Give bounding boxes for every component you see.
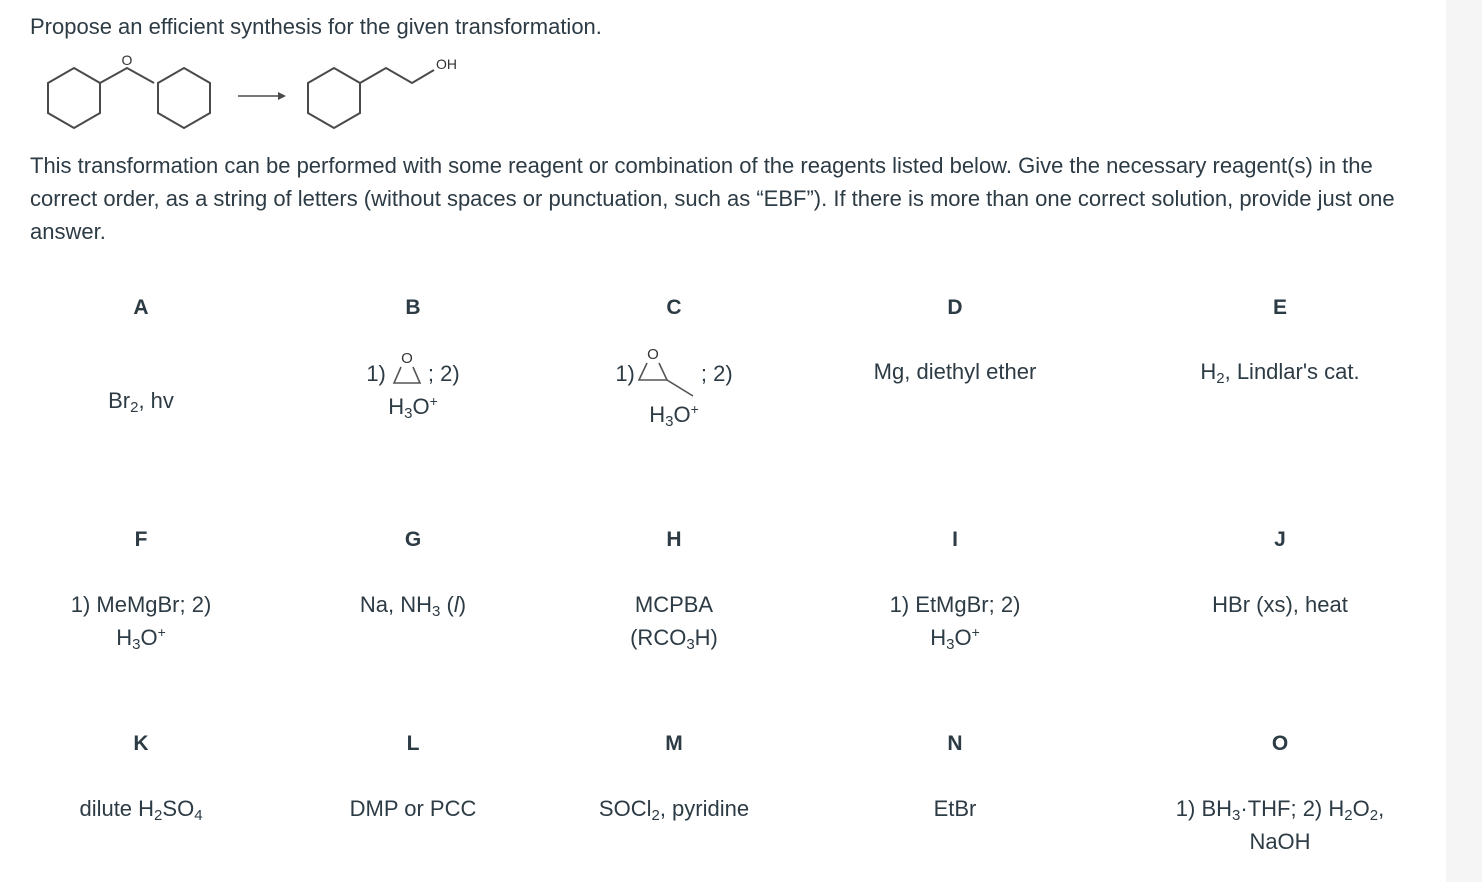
step-one-label: 1) [615,361,635,386]
reagent-letter: N [947,732,963,755]
epoxide-icon [388,350,426,390]
reagent-letter: L [406,732,420,755]
cyclohexyl-ring-right [158,68,210,128]
reagent-text [544,792,804,825]
reagent-text [825,588,1085,654]
page-margin-strip [1446,0,1482,882]
reagent-cell-d [825,296,1085,388]
reagent-text [11,588,271,654]
question-title: Propose an efficient synthesis for the given transformation. [30,14,602,39]
reagent-letter: K [133,732,149,755]
hydroxyl-label: OH [436,56,457,72]
reagent-letter: O [1271,732,1289,755]
reagent-cell-m [544,732,804,825]
reagent-text [544,588,804,654]
reagent-e-text: $H_2$, Lindlar's cat. [1200,359,1360,387]
reagent-text [11,384,271,417]
reagent-l-text: DMP or PCC [349,796,477,821]
reagent-cell-h [544,528,804,654]
reagent-k-text: dilute $H_2SO_4$ [79,796,203,824]
reagent-cell-k [11,732,271,825]
reagent-j-text: HBr (xs), heat [1212,592,1348,617]
cyclohexyl-ring-product [308,68,360,128]
reagent-f-text: 1) MeMgBr; 2) $H_3O^+$ [70,592,212,653]
reagent-cell-j [1150,528,1410,621]
reagent-letter: I [952,528,958,551]
reagent-text [1150,792,1410,858]
acid-workup: $H_3O^+$ [649,401,699,430]
reagent-letter: E [1272,296,1287,319]
reagent-letter: M [665,732,683,755]
reagent-o-text: 1) $BH_3\cdot THF$; 2) $H_2O_2$, NaOH [1175,796,1385,854]
reagent-text [1150,588,1410,621]
reagent-cell-o [1150,732,1410,858]
reagent-letter: D [947,296,963,319]
reagent-i-text: 1) EtMgBr; 2) $H_3O^+$ [889,592,1021,653]
reagent-cell-g [283,528,543,621]
propanol-chain [360,68,434,83]
reagent-text [11,792,271,825]
methyl-epoxide-icon [637,346,699,398]
reagent-m-text: SOCl$_2$, pyridine [598,796,750,824]
reagent-cell-e [1150,296,1410,388]
svg-text:O: O [401,350,413,367]
reagent-text [825,355,1085,388]
cyclohexyl-ring-left [48,68,100,128]
reagent-cell-f [11,528,271,654]
reagent-h-text: MCPBA $(RCO_3H)$ [630,592,718,653]
reagent-n-text: EtBr [933,796,977,821]
reagent-cell-n [825,732,1085,825]
svg-text:O: O [647,346,659,363]
reagent-text [283,792,543,825]
reagent-letter: F [134,528,148,551]
instructions-text: This transformation can be performed with some reagent or combination of the reagents listed below. Give the necessary reagent(s) in the correct order, as a string of letters (without spaces or punctuation, such as “EBF”). If there is more than one correct solution, provide just one answer. [30,153,1395,244]
reagent-text [1150,355,1410,388]
reagent-d-text: Mg, diethyl ether [873,359,1037,384]
acid-workup: $H_3O^+$ [388,393,438,422]
reagent-cell-i [825,528,1085,654]
reagent-b [283,350,543,423]
reagent-cell-c [544,296,804,431]
reagent-letter: G [404,528,422,551]
reagent-letter: A [133,296,149,319]
reagent-g-text: Na, $NH_3$ (l) [359,592,467,620]
reagent-text [825,792,1085,825]
reagent-a-text: $Br_2$, hv [108,388,174,416]
reagent-text [283,588,543,621]
reagent-letter: C [666,296,682,319]
reagent-letter: J [1274,528,1286,551]
ketone-bridge [100,68,154,83]
step-one-label: 1) [366,361,386,386]
reagent-cell-b [283,296,543,423]
step-two-label: ; 2) [700,361,733,386]
reagent-cell-l [283,732,543,825]
step-two-label: ; 2) [427,361,460,386]
reagent-c [544,346,804,431]
reagent-letter: H [666,528,682,551]
reagent-letter: B [405,296,421,319]
reaction-scheme [30,48,490,136]
ketone-oxygen-label: O [121,52,133,68]
reagent-cell-a [11,296,271,417]
